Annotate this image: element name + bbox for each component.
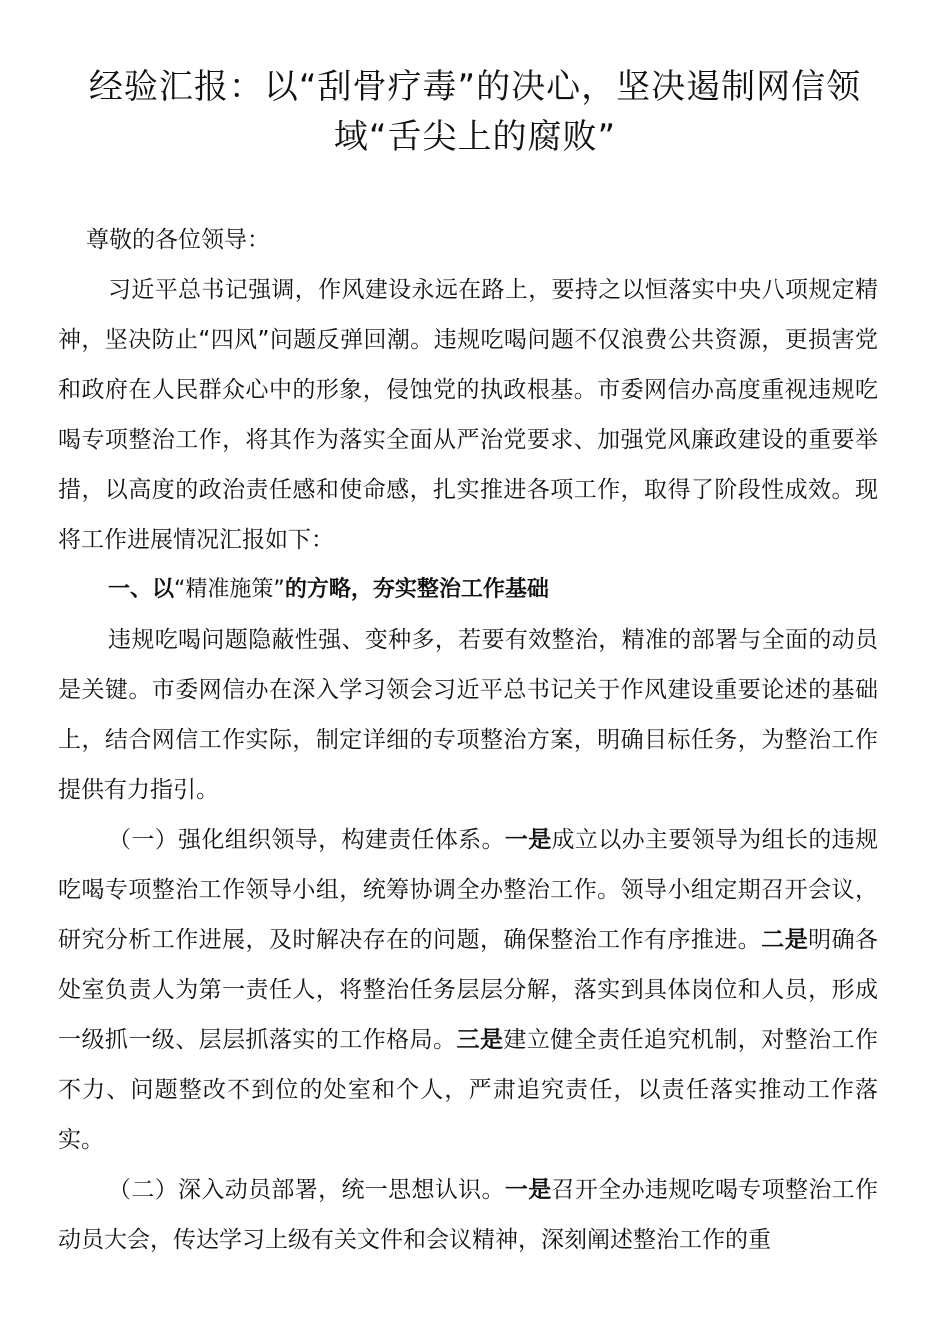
subsection-2-text-1: 召开全办违规吃喝专项整治工作动员大会，传达学习上级有关文件和会议精神，深刻阐述整治工作的重: [58, 1177, 878, 1253]
subsection-1-paragraph: [58, 815, 878, 1165]
document-title: [40, 62, 910, 162]
subsection-1-lead-2: 二是: [761, 927, 809, 953]
section-1-heading-quote: “精准施策”: [174, 577, 285, 602]
intro-paragraph: 习近平总书记强调，作风建设永远在路上，要持之以恒落实中央八项规定精神，坚决防止“四风”问题反弹回潮。违规吃喝问题不仅浪费公共资源，更损害党和政府在人民群众心中的形象，侵蚀党的执政根基。市委网信办高度重视违规吃喝专项整治工作，将其作为落实全面从严治党要求、加强党风廉政建设的重要举措，以高度的政治责任感和使命感，扎实推进各项工作，取得了阶段性成效。现将工作进展情况汇报如下：: [58, 277, 878, 553]
title-line-1: 经验汇报：以“刮骨疗毒”的决心，坚决遏制网信领: [88, 67, 862, 107]
section-1-heading-suffix: 的方略，夯实整治工作基础: [284, 577, 549, 602]
section-1-heading: [58, 565, 878, 615]
title-line-2: 域“舌尖上的腐败”: [333, 117, 617, 157]
subsection-1-text-2: 明确各处室负责人为第一责任人，将整治任务层层分解，落实到具体岗位和人员，形成一级抓一级、层层抓落实的工作格局。: [58, 927, 879, 1053]
subsection-1-text-1: 成立以办主要领导为组长的违规吃喝专项整治工作领导小组，统筹协调全办整治工作。领导小组定期召开会议，研究分析工作进展，及时解决存在的问题，确保整治工作有序推进。: [58, 827, 878, 953]
subsection-1-heading: （一）强化组织领导，构建责任体系。: [108, 827, 505, 853]
salutation: 尊敬的各位领导：: [86, 227, 270, 253]
subsection-2-paragraph: [58, 1165, 878, 1265]
subsection-1-lead-3: 三是: [456, 1027, 504, 1053]
section-1-heading-prefix: 一、以: [108, 577, 175, 602]
subsection-1-lead-1: 一是: [504, 827, 552, 853]
subsection-2-lead-1: 一是: [504, 1177, 552, 1203]
section-1-paragraph: 违规吃喝问题隐蔽性强、变种多，若要有效整治，精准的部署与全面的动员是关键。市委网信办在深入学习领会习近平总书记关于作风建设重要论述的基础上，结合网信工作实际，制定详细的专项整治方案，明确目标任务，为整治工作提供有力指引。: [58, 627, 878, 803]
subsection-2-heading: （二）深入动员部署，统一思想认识。: [108, 1177, 505, 1203]
subsection-1-text-3: 建立健全责任追究机制，对整治工作不力、问题整改不到位的处室和个人，严肃追究责任，以责任落实推动工作落实。: [58, 1027, 879, 1153]
document-body: [58, 215, 878, 1265]
